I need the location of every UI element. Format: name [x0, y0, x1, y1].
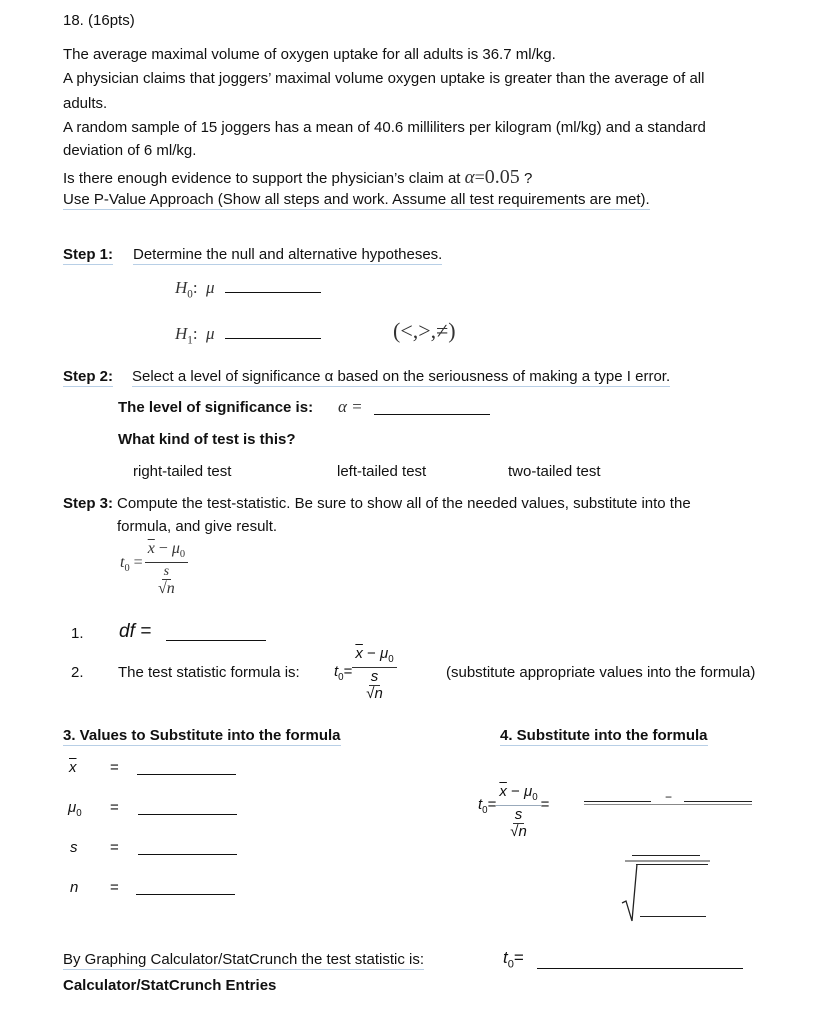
- sqrt-vinculum: [636, 864, 708, 865]
- alpha-value: 0.05: [484, 166, 520, 188]
- xbar-blank[interactable]: [137, 758, 236, 775]
- problem-line-2: A physician claims that joggers’ maximal volume oxygen uptake is greater than the average of all: [63, 70, 705, 87]
- denominator-fraction-bar: [625, 860, 710, 862]
- option-two-tailed[interactable]: two-tailed test: [508, 463, 601, 480]
- h1-hypothesis: [175, 324, 321, 346]
- h1-answer-blank[interactable]: [225, 338, 321, 339]
- sub-n: n: [518, 823, 527, 841]
- h0-colon: :: [192, 278, 198, 297]
- problem-line-3: adults.: [63, 95, 108, 112]
- formula-t-sub: 0: [124, 563, 130, 575]
- formula-mu-sub: 0: [179, 549, 186, 561]
- h0-answer-blank[interactable]: [225, 292, 321, 293]
- denominator-n-blank[interactable]: [640, 916, 706, 917]
- item2-t-sub: 0: [338, 672, 344, 683]
- calculator-prompt: By Graphing Calculator/StatCrunch the test statistic is:: [63, 951, 424, 968]
- h1-letter: H: [175, 324, 188, 343]
- formula-sqrt-icon: √: [157, 580, 167, 598]
- option-right-tailed[interactable]: right-tailed test: [133, 463, 232, 480]
- h0-hypothesis: [175, 278, 321, 300]
- mu0-symbol: [68, 799, 82, 819]
- item2-mu-sub: 0: [388, 654, 394, 665]
- sub-t: t: [478, 796, 483, 813]
- option-left-tailed[interactable]: left-tailed test: [337, 463, 427, 480]
- question-text: Is there enough evidence to support the physician’s claim at: [63, 170, 461, 187]
- item2-t: t: [334, 663, 339, 680]
- step3-text-2: formula, and give result.: [117, 518, 278, 535]
- step1-label: Step 1:: [63, 246, 114, 263]
- sub-xbar: $\overline{x}$: [499, 783, 507, 800]
- item2-n: n: [374, 685, 383, 703]
- item2-xbar: $\overline{x}$: [355, 645, 363, 662]
- formula-t: t: [120, 554, 125, 571]
- formula-xbar: $\overline{x}$: [147, 540, 155, 557]
- substitute-formula: [478, 784, 549, 841]
- symbols-hint: (<,>,≠): [393, 318, 456, 343]
- sub-eq2: =: [540, 796, 550, 813]
- item2-mu: μ: [379, 645, 389, 662]
- numerator-blank-1[interactable]: [584, 801, 651, 802]
- sub-eq: =: [487, 796, 497, 813]
- step3-label: Step 3:: [63, 495, 114, 512]
- item2-sqrt-icon: √: [366, 685, 375, 703]
- sub-s: s: [514, 805, 523, 823]
- item2-s: s: [370, 667, 379, 685]
- df-blank[interactable]: [166, 624, 266, 641]
- numerator-blank-2[interactable]: [684, 801, 752, 802]
- problem-line-4: A random sample of 15 joggers has a mean of 40.6 milliliters per kilogram (ml/kg) and a standard: [63, 119, 706, 136]
- item2-eq: =: [343, 663, 353, 680]
- problem-line-1: The average maximal volume of oxygen uptake for all adults is 36.7 ml/kg.: [63, 46, 556, 63]
- s-symbol: s: [70, 839, 78, 856]
- numerator-minus: −: [665, 790, 673, 804]
- calc-eq: =: [513, 948, 524, 967]
- sub-mu-sub: 0: [532, 792, 538, 803]
- n-blank[interactable]: [136, 878, 235, 895]
- mu0-eq: =: [110, 799, 119, 816]
- h0-mu: μ: [206, 278, 215, 297]
- problem-question: [63, 166, 532, 189]
- question-mark: ?: [523, 170, 533, 187]
- mu0-sub: 0: [76, 808, 82, 819]
- instruction: Use P-Value Approach (Show all steps and work. Assume all test requirements are met).: [63, 191, 650, 208]
- test-statistic-blank[interactable]: [537, 952, 743, 969]
- item2-text: The test statistic formula is:: [118, 664, 300, 681]
- sub-minus: −: [511, 783, 520, 800]
- sub-sqrt-icon: √: [510, 823, 519, 841]
- n-eq: =: [110, 879, 119, 896]
- item2-minus: −: [367, 645, 376, 662]
- calc-t-sub: 0: [507, 958, 514, 971]
- section4-title: 4. Substitute into the formula: [500, 727, 708, 744]
- h1-mu: μ: [206, 324, 215, 343]
- calc-t: t: [503, 948, 508, 967]
- formula-s: s: [163, 563, 170, 579]
- formula-n: n: [166, 580, 175, 598]
- h0-sub: 0: [187, 288, 193, 301]
- alpha-symbol: α: [464, 167, 475, 188]
- calc-t-label: [503, 948, 524, 970]
- sub-mu: μ: [523, 783, 533, 800]
- calculator-entries-label: Calculator/StatCrunch Entries: [63, 977, 277, 994]
- item2-number: 2.: [71, 664, 84, 681]
- section3-title: 3. Values to Substitute into the formula: [63, 727, 341, 744]
- h1-colon: :: [192, 324, 198, 343]
- sqrt-icon: [620, 863, 640, 923]
- mu0-mu: μ: [68, 799, 77, 816]
- sub-t-sub: 0: [482, 805, 488, 816]
- formula-mu: μ: [171, 540, 180, 557]
- s-eq: =: [110, 839, 119, 856]
- step3-text-1: Compute the test-statistic. Be sure to show all of the needed values, substitute into the: [117, 495, 691, 512]
- s-blank[interactable]: [138, 838, 237, 855]
- h1-sub: 1: [187, 334, 193, 347]
- problem-line-5: deviation of 6 ml/kg.: [63, 142, 197, 159]
- step2-text: Select a level of significance α based on the seriousness of making a type I error.: [132, 368, 671, 385]
- significance-label: The level of significance is:: [118, 399, 314, 416]
- significance-alpha: α =: [338, 397, 363, 416]
- item2-formula: [334, 646, 397, 703]
- item1-number: 1.: [71, 625, 84, 642]
- formula-eq: =: [133, 554, 143, 571]
- denominator-s-blank[interactable]: [632, 855, 700, 856]
- df-label: df =: [119, 621, 152, 642]
- formula-minus: −: [158, 540, 168, 557]
- item2-note: (substitute appropriate values into the formula): [446, 664, 756, 681]
- xbar-symbol: $\overline{x}$: [69, 759, 77, 776]
- xbar-eq: =: [110, 759, 119, 776]
- t-formula-display: [120, 540, 188, 598]
- step1-text: Determine the null and alternative hypotheses.: [133, 246, 443, 263]
- problem-number: 18. (16pts): [63, 12, 135, 29]
- test-kind-question: What kind of test is this?: [118, 431, 296, 448]
- alpha-eq: =: [474, 167, 485, 187]
- mu0-blank[interactable]: [138, 798, 237, 815]
- main-fraction-bar: [584, 804, 752, 805]
- h0-letter: H: [175, 278, 188, 297]
- step2-label: Step 2:: [63, 368, 114, 385]
- n-symbol: n: [70, 879, 79, 896]
- significance-blank[interactable]: [374, 398, 490, 415]
